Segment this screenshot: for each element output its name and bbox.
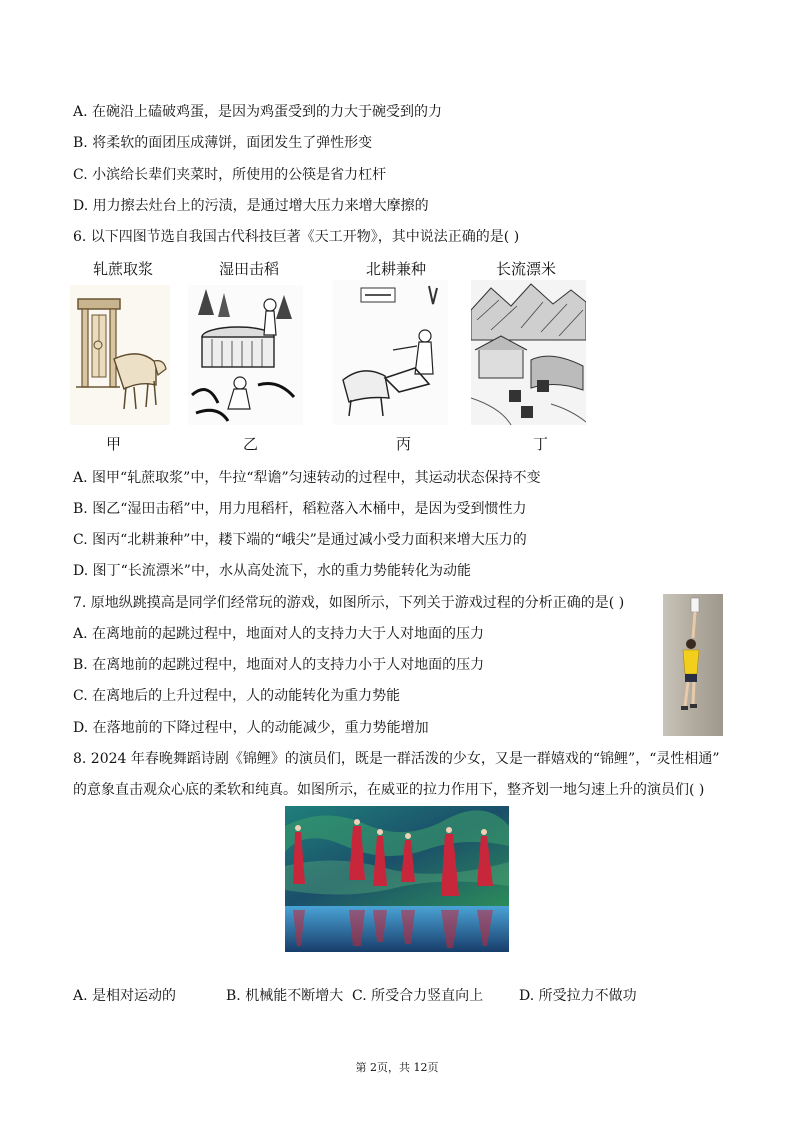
figure-bing-image [333, 280, 448, 425]
figure-yi-image [188, 285, 303, 425]
figure-yi-title: 湿田击稻 [219, 260, 280, 278]
page-footer: 第 2页，共 12页 [355, 1061, 439, 1074]
q7-option-b: B. 在离地前的起跳过程中，地面对人的支持力小于人对地面的压力 [73, 657, 485, 673]
q7-option-a: A. 在离地前的起跳过程中，地面对人的支持力大于人对地面的压力 [73, 626, 485, 642]
q6-stem: 6. 以下四图节选自我国古代科技巨著《天工开物》，其中说法正确的是( ) [73, 229, 520, 245]
figure-ding-image [471, 280, 586, 425]
figure-bing-title: 北耕兼种 [366, 260, 427, 278]
figure-ding-label: 丁 [533, 435, 549, 453]
q7-option-d: D. 在落地前的下降过程中，人的动能减少，重力势能增加 [73, 720, 429, 736]
figure-ding-title: 长流漂米 [496, 260, 557, 278]
q5-option-b: B. 将柔软的面团压成薄饼，面团发生了弹性形变 [73, 135, 373, 151]
q7-jumping-photo [663, 594, 723, 736]
q8-stem-line1: 8. 2024 年春晚舞蹈诗剧《锦鲤》的演员们，既是一群活泼的少女，又是一群嬉戏的“锦鲤”，“灵性相通” [73, 751, 720, 767]
q6-option-a: A. 图甲“轧蔗取浆”中，牛拉“犁谵”匀速转动的过程中，其运动状态保持不变 [73, 470, 541, 486]
q8-stem-line2: 的意象直击观众心底的柔软和纯真。如图所示，在威亚的拉力作用下，整齐划一地匀速上升的演员们( ) [73, 782, 705, 798]
q8-option-d: D. 所受拉力不做功 [519, 988, 637, 1004]
figure-bing-label: 丙 [396, 435, 412, 453]
q5-option-c: C. 小滨给长辈们夹菜时，所使用的公筷是省力杠杆 [73, 167, 387, 183]
figure-jia-image [70, 285, 170, 425]
q7-stem: 7. 原地纵跳摸高是同学们经常玩的游戏，如图所示，下列关于游戏过程的分析正确的是( ) [73, 595, 625, 611]
figure-yi-label: 乙 [243, 435, 259, 453]
figure-jia-title: 轧蔗取浆 [93, 260, 154, 278]
q8-stage-photo [285, 806, 509, 952]
q6-option-b: B. 图乙“湿田击稻”中，用力甩稻杆，稻粒落入木桶中，是因为受到惯性力 [73, 501, 527, 517]
q6-option-d: D. 图丁“长流漂米”中，水从高处流下，水的重力势能转化为动能 [73, 563, 471, 579]
q8-option-b: B. 机械能不断增大 [226, 988, 344, 1004]
q7-option-c: C. 在离地后的上升过程中，人的动能转化为重力势能 [73, 688, 401, 704]
figure-jia-label: 甲 [106, 435, 122, 453]
q8-option-a: A. 是相对运动的 [73, 988, 177, 1004]
q5-option-a: A. 在碗沿上磕破鸡蛋，是因为鸡蛋受到的力大于碗受到的力 [73, 104, 443, 120]
q5-option-d: D. 用力擦去灶台上的污渍，是通过增大压力来增大摩擦的 [73, 198, 429, 214]
q8-option-c: C. 所受合力竖直向上 [352, 988, 484, 1004]
q6-option-c: C. 图丙“北耕兼种”中，耧下端的“峨尖”是通过减小受力面积来增大压力的 [73, 532, 527, 548]
